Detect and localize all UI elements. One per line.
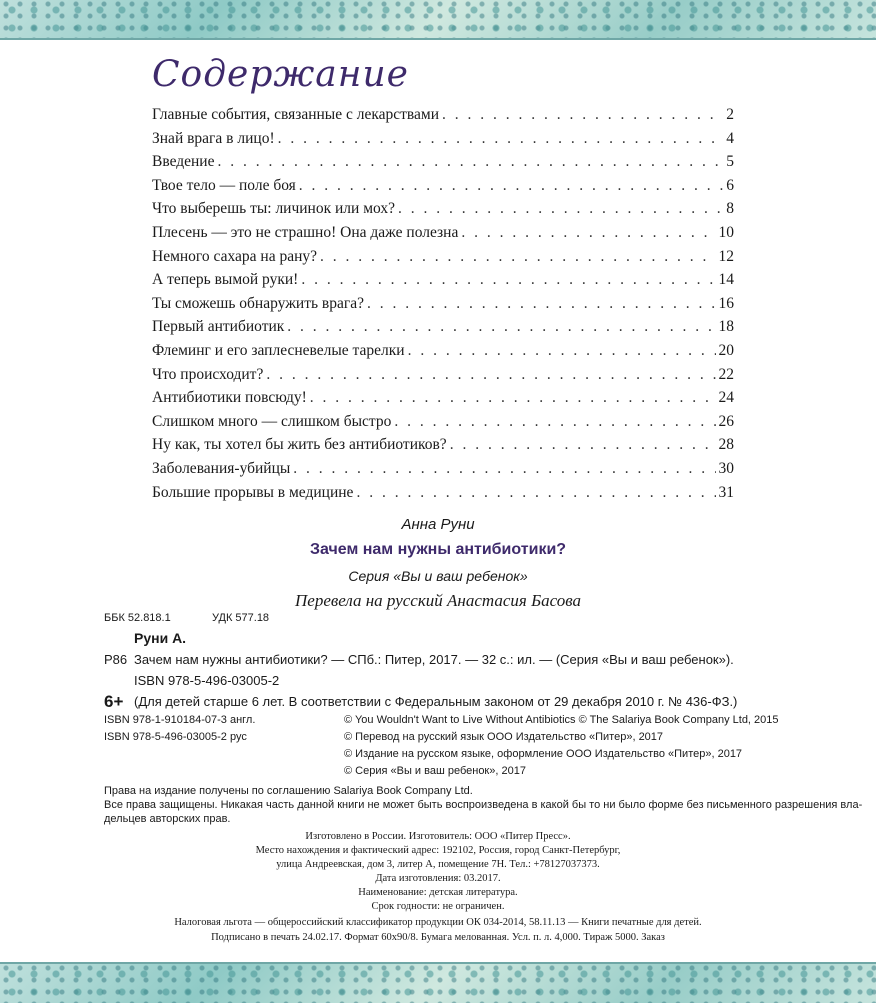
book-title: Зачем нам нужны антибиотики?	[309, 541, 567, 558]
toc-leader-dots	[217, 153, 723, 171]
toc-entry-page: 31	[718, 483, 734, 501]
toc-leader-dots	[461, 224, 715, 242]
series-name: Серия «Вы и ваш ребенок»	[348, 568, 528, 584]
toc-entry-label: Ну как, ты хотел бы жить без антибиотиков?	[152, 436, 447, 454]
translator-credit: Перевела на русский Анастасия Басова	[295, 591, 581, 610]
toc-entry-label: Слишком много — слишком быстро	[152, 412, 392, 430]
toc-entry-page: 5	[726, 153, 734, 171]
imprint-line: Налоговая льгота — общероссийский классификатор продукции ОК 034-2014, 58.11.13 — Книги печатные для детей.	[174, 917, 702, 928]
author-heading: Руни А.	[134, 630, 187, 646]
toc-entry	[152, 130, 734, 154]
table-of-contents	[152, 106, 734, 507]
isbn-russian: ISBN 978-5-496-03005-2 рус	[104, 731, 247, 743]
toc-entry-page: 30	[718, 459, 734, 477]
copyright-line: © Издание на русском языке, оформление ООО Издательство «Питер», 2017	[344, 748, 743, 760]
toc-entry-page: 10	[718, 223, 734, 241]
toc-entry	[152, 295, 734, 319]
toc-entry-label: Первый антибиотик	[152, 318, 285, 336]
toc-entry	[152, 153, 734, 177]
toc-entry	[152, 366, 734, 390]
toc-entry-label: Знай врага в лицо!	[152, 129, 275, 147]
decorative-bottom-border	[0, 962, 876, 1003]
toc-entry-label: Твое тело — поле боя	[152, 176, 296, 194]
toc-leader-dots	[450, 436, 716, 454]
toc-entry	[152, 484, 734, 508]
age-note: (Для детей старше 6 лет. В соответствии с Федеральным законом от 29 декабря 2010 г. № 436-ФЗ.)	[134, 694, 738, 709]
toc-entry	[152, 271, 734, 295]
toc-entry-label: Главные события, связанные с лекарствами	[152, 106, 439, 123]
isbn-main: ISBN 978-5-496-03005-2	[134, 673, 280, 688]
toc-entry-page: 2	[726, 106, 734, 123]
rights-statement-cont: дельцев авторских прав.	[104, 813, 231, 825]
imprint-line: Дата изготовления: 03.2017.	[375, 873, 501, 884]
toc-entry-page: 22	[718, 365, 734, 383]
imprint-line: Изготовлено в России. Изготовитель: ООО «Питер Пресс».	[305, 831, 571, 842]
toc-entry-page: 14	[718, 271, 734, 289]
toc-entry-label: А теперь вымой руки!	[152, 271, 299, 289]
toc-entry-page: 24	[718, 389, 734, 407]
toc-entry-label: Ты сможешь обнаружить врага?	[152, 294, 364, 312]
toc-entry-label: Немного сахара на рану?	[152, 247, 318, 265]
author-name: Анна Руни	[401, 516, 475, 533]
copyright-line: © Серия «Вы и ваш ребенок», 2017	[344, 765, 526, 777]
imprint-line: Срок годности: не ограничен.	[371, 901, 505, 912]
toc-leader-dots	[356, 484, 715, 502]
toc-entry	[152, 224, 734, 248]
toc-entry-page: 4	[726, 129, 734, 147]
toc-entry-label: Что выберешь ты: личинок или мох?	[152, 200, 396, 218]
toc-entry	[152, 248, 734, 272]
imprint-line: Подписано в печать 24.02.17. Формат 60х90/8. Бумага мелованная. Усл. п. л. 4,000. Тираж 5000. Заказ	[211, 932, 665, 943]
toc-entry-label: Плесень — это не страшно! Она даже полезна	[152, 223, 459, 241]
toc-entry-page: 20	[718, 341, 734, 359]
toc-leader-dots	[293, 460, 715, 478]
udk-code: УДК 577.18	[212, 612, 270, 624]
toc-entry-label: Антибиотики повсюду!	[152, 389, 307, 407]
toc-entry-page: 6	[726, 176, 734, 194]
toc-leader-dots	[278, 130, 724, 148]
toc-leader-dots	[408, 342, 716, 360]
copyright-line: © You Wouldn't Want to Live Without Antibiotics © The Salariya Book Company Ltd, 2015	[344, 714, 779, 726]
toc-entry-page: 16	[718, 294, 734, 312]
toc-entry	[152, 200, 734, 224]
toc-entry	[152, 177, 734, 201]
toc-leader-dots	[398, 200, 723, 218]
toc-title: Содержание	[152, 54, 409, 95]
toc-entry-page: 26	[718, 412, 734, 430]
age-rating-badge: 6+	[104, 692, 124, 711]
toc-leader-dots	[299, 177, 723, 195]
toc-entry	[152, 106, 734, 130]
imprint-line: Наименование: детская литература.	[358, 887, 518, 898]
toc-entry-page: 28	[718, 436, 734, 454]
toc-leader-dots	[367, 295, 716, 313]
toc-entry	[152, 413, 734, 437]
toc-entry	[152, 436, 734, 460]
toc-entry-page: 18	[718, 318, 734, 336]
toc-leader-dots	[266, 366, 715, 384]
toc-entry-label: Заболевания-убийцы	[152, 459, 291, 477]
toc-entry-label: Что происходит?	[152, 365, 264, 383]
toc-entry	[152, 342, 734, 366]
toc-leader-dots	[394, 413, 715, 431]
toc-entry-label: Большие прорывы в медицине	[152, 483, 354, 501]
bbk-code: ББК 52.818.1	[104, 612, 171, 624]
toc-entry-label: Флеминг и его заплесневелые тарелки	[152, 341, 405, 359]
catalog-code: Р86	[104, 652, 128, 667]
copyright-line: © Перевод на русский язык ООО Издательство «Питер», 2017	[344, 731, 664, 743]
toc-entry	[152, 318, 734, 342]
toc-entry	[152, 389, 734, 413]
catalog-description: Зачем нам нужны антибиотики? — СПб.: Питер, 2017. — 32 с.: ил. — (Серия «Вы и ваш ребенок»).	[134, 652, 734, 667]
toc-leader-dots	[320, 248, 715, 266]
rights-statement: Все права защищены. Никакая часть данной книги не может быть воспроизведена в какой бы то ни было форме без письменного разрешения вла-	[104, 799, 863, 811]
toc-entry-page: 12	[718, 247, 734, 265]
toc-leader-dots	[287, 318, 715, 336]
imprint-line: Место нахождения и фактический адрес: 192102, Россия, город Санкт-Петербург,	[255, 845, 621, 856]
imprint-line: улица Андреевская, дом 3, литер А, помещение 7Н. Тел.: +78127037373.	[276, 859, 600, 870]
toc-leader-dots	[301, 271, 715, 289]
toc-leader-dots	[310, 389, 716, 407]
toc-leader-dots	[442, 106, 723, 124]
decorative-top-border	[0, 0, 876, 40]
toc-entry-label: Введение	[152, 153, 215, 171]
toc-entry-page: 8	[726, 200, 734, 218]
rights-agreement: Права на издание получены по соглашению Salariya Book Company Ltd.	[104, 785, 473, 797]
toc-entry	[152, 460, 734, 484]
isbn-english: ISBN 978-1-910184-07-3 англ.	[104, 714, 256, 726]
